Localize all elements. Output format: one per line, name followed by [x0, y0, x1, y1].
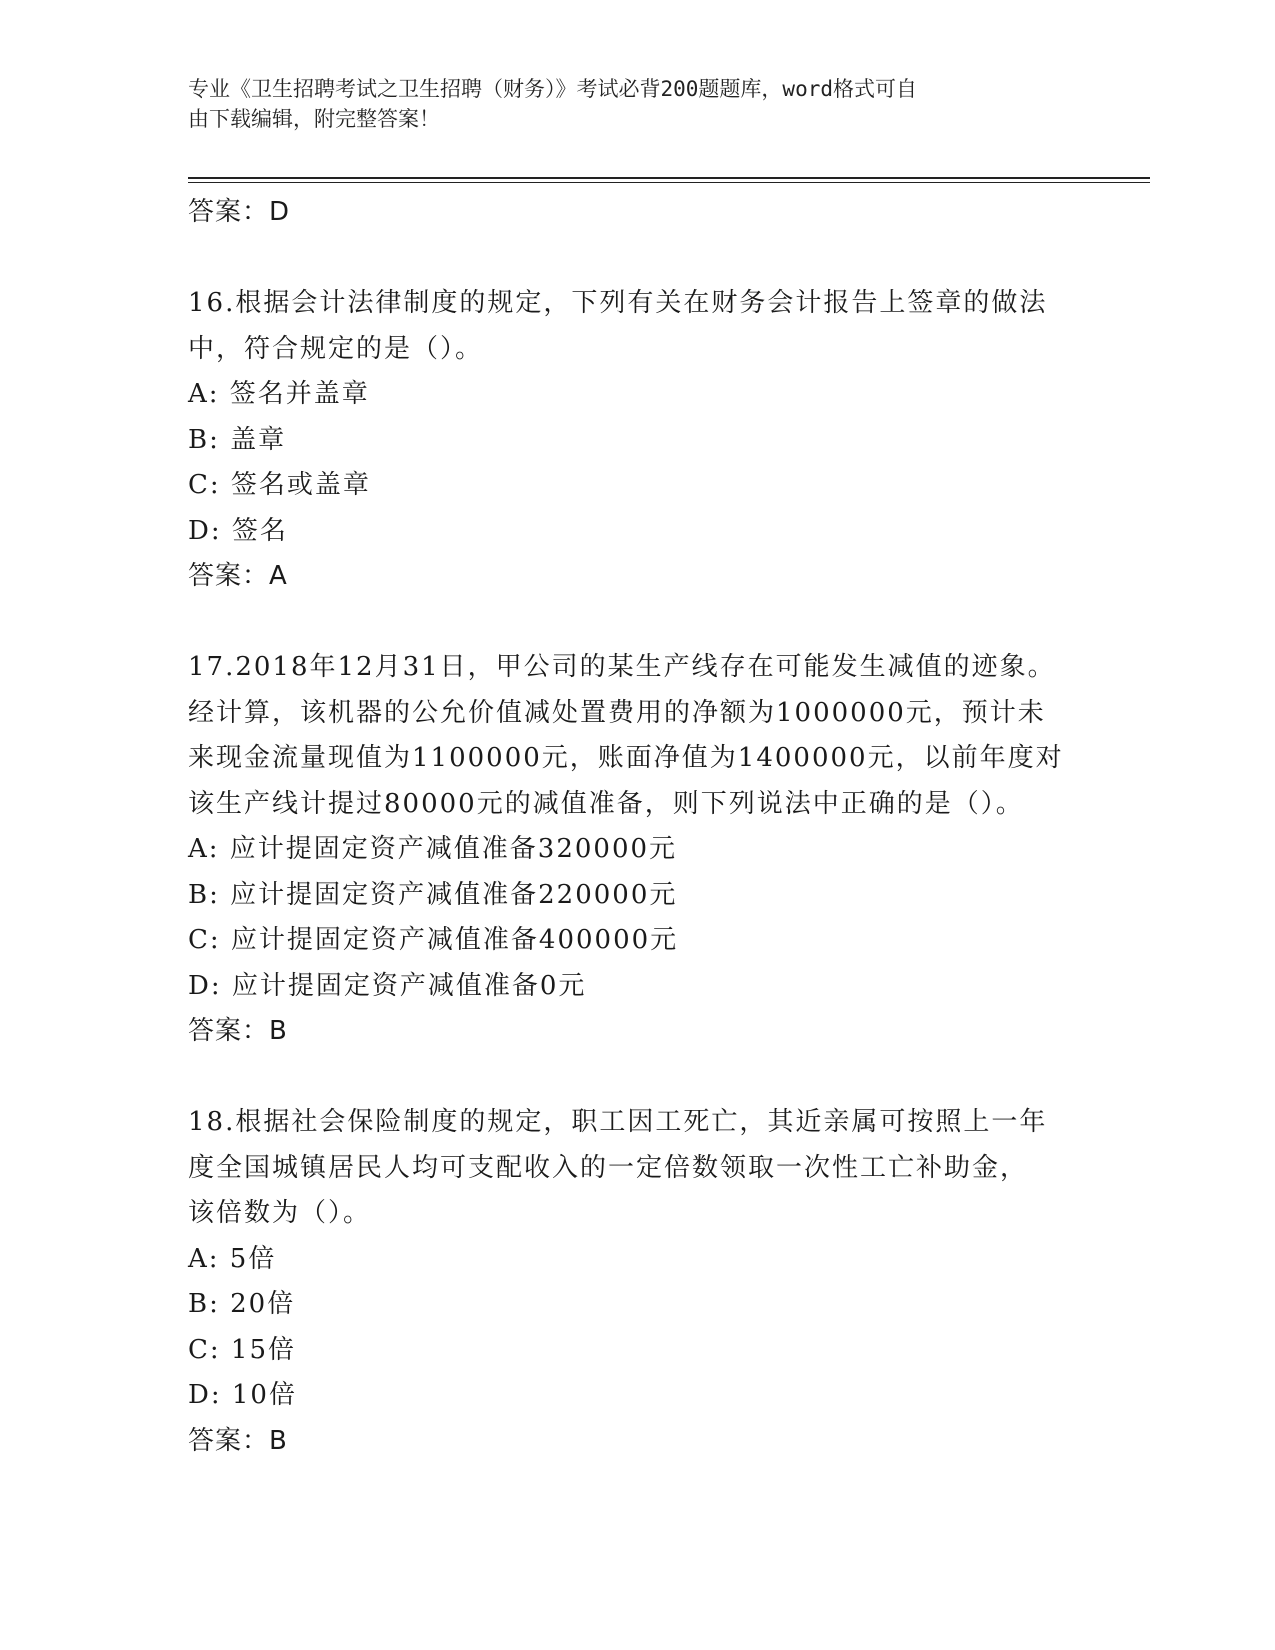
answer-line: 答案：D: [188, 197, 291, 227]
question-text: 16.根据会计法律制度的规定，下列有关在财务会计报告上签章的做法: [188, 288, 1048, 318]
question-text: 18.根据社会保险制度的规定，职工因工死亡，其近亲属可按照上一年: [188, 1107, 1048, 1137]
option-c: C: 应计提固定资产减值准备400000元: [188, 925, 679, 955]
option-b: B: 应计提固定资产减值准备220000元: [188, 879, 678, 910]
answer-line: 答案：B: [188, 1016, 288, 1046]
option-d: D: 10倍: [188, 1380, 297, 1410]
question-block: [188, 645, 1088, 1055]
question-text: 中，符合规定的是（）。: [188, 333, 484, 364]
page-header: 专业《卫生招聘考试之卫生招聘（财务）》考试必背200题题库，word格式可自 由下载编辑，附完整答案！: [188, 77, 917, 131]
answer-line: 答案：A: [188, 561, 288, 591]
question-text: 该倍数为（）。: [188, 1198, 372, 1228]
question-list: [188, 190, 1088, 1464]
question-block: [188, 281, 1088, 600]
header-rule-thick: [188, 177, 1150, 179]
block-spacer: [188, 236, 1088, 282]
question-text: 来现金流量现值为1100000元，账面净值为1400000元，以前年度对: [188, 743, 1064, 773]
option-b: B: 盖章: [188, 424, 287, 455]
option-d: D: 应计提固定资产减值准备0元: [188, 970, 587, 1001]
option-a: A: 5倍: [188, 1243, 277, 1274]
answer-line: 答案：B: [188, 1425, 288, 1456]
question-text: 经计算，该机器的公允价值减处置费用的净额为1000000元，预计未: [188, 697, 1046, 728]
option-c: C: 签名或盖章: [188, 470, 371, 500]
option-a: A: 签名并盖章: [188, 379, 370, 409]
question-text: 该生产线计提过80000元的减值准备，则下列说法中正确的是（）。: [188, 788, 1024, 819]
question-text: 度全国城镇居民人均可支配收入的一定倍数领取一次性工亡补助金，: [188, 1152, 1029, 1183]
option-a: A: 应计提固定资产减值准备320000元: [188, 834, 678, 864]
option-b: B: 20倍: [188, 1289, 296, 1319]
question-text: 17.2018年12月31日，甲公司的某生产线存在可能发生减值的迹象。: [188, 652, 1056, 682]
question-block: [188, 1100, 1088, 1464]
block-spacer: [188, 600, 1088, 646]
option-d: D: 签名: [188, 515, 288, 546]
header-rule-thin: [188, 182, 1150, 183]
block-spacer: [188, 1055, 1088, 1101]
option-c: C: 15倍: [188, 1334, 297, 1365]
